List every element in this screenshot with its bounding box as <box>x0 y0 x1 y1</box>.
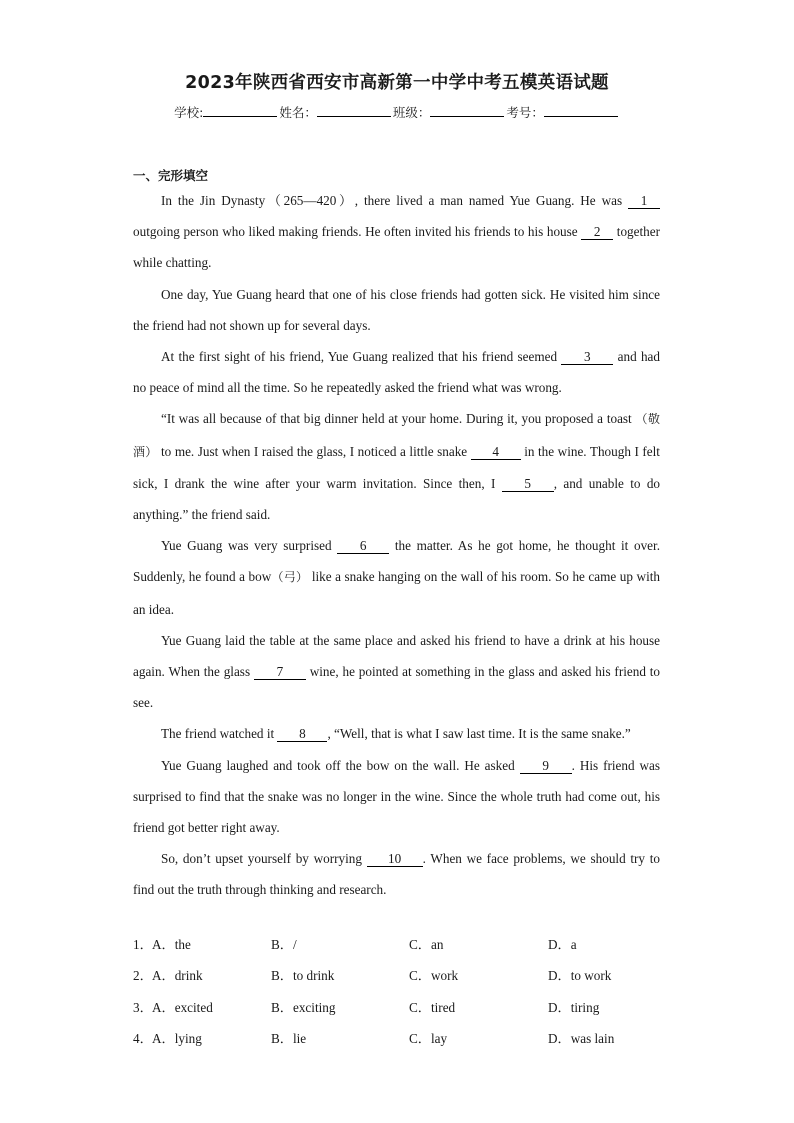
school-label: 学校: <box>174 105 204 120</box>
text: Yue Guang was very surprised <box>161 538 338 554</box>
blank-4[interactable]: 4 <box>471 444 521 460</box>
text: , and unable to do anything.” the friend said. <box>133 475 661 523</box>
paragraph-3 <box>133 341 660 403</box>
text: “It was all because of that big dinner held at your home. During it, you proposed a toast <box>161 411 636 427</box>
text: At the first sight of his friend, Yue Guang realized that his friend seemed <box>161 349 562 365</box>
option-c[interactable]: C．an <box>409 937 444 952</box>
option-d[interactable]: D．to work <box>548 968 612 984</box>
blank-5[interactable]: 5 <box>502 476 554 492</box>
student-info-line <box>0 103 794 121</box>
section-title: 一、完形填空 <box>133 168 209 183</box>
text: together while chatting. <box>133 224 660 271</box>
option-a[interactable]: A．lying <box>152 1030 202 1046</box>
option-b[interactable]: B．exciting <box>271 999 336 1015</box>
option-c[interactable]: C．tired <box>409 999 456 1015</box>
text: . When we face problems, we should try to find out the truth through thinking and research. <box>133 851 660 898</box>
question-number: 1． <box>133 937 153 952</box>
paragraph-2: One day, Yue Guang heard that one of his close friends had gotten sick. He visited him since the friend had not shown up for several days. <box>133 286 660 333</box>
question-row <box>133 997 693 1028</box>
text: and had no peace of mind all the time. So he repeatedly asked the friend what was wrong. <box>133 349 660 396</box>
question-row <box>133 1028 693 1059</box>
option-d[interactable]: D．was lain <box>548 1030 615 1046</box>
name-blank[interactable] <box>317 105 391 117</box>
question-number: 2． <box>133 968 153 984</box>
blank-2[interactable]: 2 <box>581 224 613 240</box>
text: Yue Guang laid the table at the same place and asked his friend to have a drink at his house again. When the glass <box>133 632 660 680</box>
blank-9[interactable]: 9 <box>520 758 572 774</box>
paragraph-8 <box>133 750 660 844</box>
option-a[interactable]: A．drink <box>152 968 203 984</box>
cloze-passage <box>133 185 660 906</box>
option-b[interactable]: B．lie <box>271 1030 307 1046</box>
name-label: 姓名： <box>279 105 317 120</box>
option-a[interactable]: A．excited <box>152 999 213 1015</box>
text: The friend watched it <box>161 726 278 742</box>
blank-8[interactable]: 8 <box>277 726 327 742</box>
option-b[interactable]: B．to drink <box>271 968 335 984</box>
text: So, don’t upset yourself by worrying <box>161 851 367 867</box>
class-label: 班级： <box>392 105 431 120</box>
text: In the Jin Dynasty（265—420）, there lived a man named Yue Guang. He was <box>161 193 628 208</box>
exam-number-blank[interactable] <box>544 105 618 117</box>
question-row <box>133 965 693 996</box>
question-number: 3． <box>133 999 153 1015</box>
paragraph-1 <box>133 185 660 279</box>
answer-options <box>133 934 693 1059</box>
text: , “Well, that is what I saw last time. It is the same snake.” <box>327 726 631 742</box>
exam-number-label: 考号： <box>506 105 544 120</box>
paragraph-5 <box>133 530 660 625</box>
school-blank[interactable] <box>203 105 277 117</box>
option-a[interactable]: A．the <box>152 937 191 952</box>
text: like a snake hanging on the wall of his room. So he came up with an idea. <box>133 569 660 617</box>
paragraph-7 <box>133 718 660 749</box>
option-d[interactable]: D．a <box>548 937 577 952</box>
text: to me. Just when I raised the glass, I noticed a little snake <box>157 443 471 459</box>
exam-title: 2023年陕西省西安市高新第一中学中考五模英语试题 <box>185 73 609 93</box>
blank-10[interactable]: 10 <box>367 851 423 867</box>
blank-1[interactable]: 1 <box>628 193 660 209</box>
question-number: 4． <box>133 1030 153 1046</box>
text: . His friend was surprised to find that the snake was no longer in the wine. Since the whole truth had come out, his friend got better right away. <box>133 757 660 836</box>
text: outgoing person who liked making friends. He often invited his friends to his house <box>133 224 582 240</box>
text: the matter. As he got home, he thought it over. Suddenly, he found a bow <box>133 538 660 585</box>
option-d[interactable]: D．tiring <box>548 999 600 1015</box>
paragraph-6 <box>133 625 660 719</box>
chinese-note: （敬酒） <box>133 412 660 459</box>
text: wine, he pointed at something in the glass and asked his friend to see. <box>133 664 661 711</box>
option-b[interactable]: B．/ <box>271 937 297 952</box>
blank-3[interactable]: 3 <box>561 349 613 365</box>
text: in the wine. Though I felt sick, I drank the wine after your warm invitation. Since then, I <box>133 443 660 491</box>
text: Yue Guang laughed and took off the bow on the wall. He asked <box>161 757 520 773</box>
option-c[interactable]: C．lay <box>409 1030 448 1046</box>
blank-6[interactable]: 6 <box>337 538 389 554</box>
paragraph-9 <box>133 843 660 905</box>
option-c[interactable]: C．work <box>409 968 459 984</box>
chinese-note: （弓） <box>271 570 309 585</box>
question-row <box>133 934 693 965</box>
blank-7[interactable]: 7 <box>254 664 306 680</box>
paragraph-4 <box>133 403 660 530</box>
class-blank[interactable] <box>430 105 504 117</box>
